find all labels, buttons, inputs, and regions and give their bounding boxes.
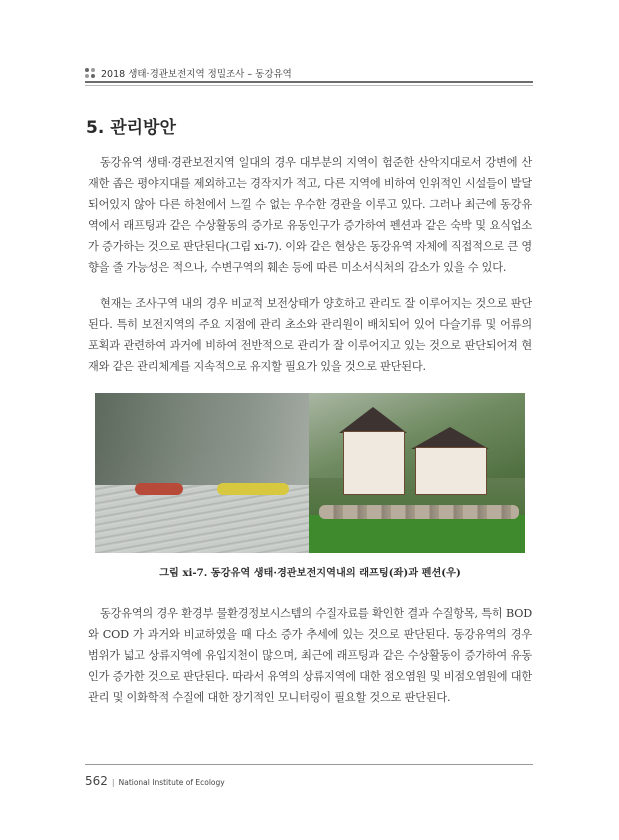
paragraph-2: 현재는 조사구역 내의 경우 비교적 보전상태가 양호하고 관리도 잘 이루어지는 것으로 판단된다. 특히 보전지역의 주요 지점에 관리 초소와 관리원이 배치되어 있어 다슬기류 및 어류의 포획과 관련하여 과거에 비하여 전반적으로 관리가 잘 이루어지고 있는 것으로 판단되어져 현재와 같은 관리체계를 지속적으로 유지할 필요가 있을 것으로 판단된다. [88,297,532,373]
paragraph-3: 동강유역의 경우 환경부 물환경정보시스템의 수질자료를 확인한 결과 수질항목, 특히 BOD 와 COD 가 과거와 비교하였을 때 다소 증가 추세에 있는 것으로 판단된다. 동강유역의 경우 범위가 넓고 상류지역에 유입지천이 많으며, 최근에 래프팅과 같은 수상활동이 증가하여 유동인가 증가한 것으로 판단된다. 따라서 유역의 상류지역에 대한 점오염원 및 비점오염원에 대한 관리 및 이화학적 수질에 대한 장기적인 모니터링이 필요할 것으로 판단된다. [88,607,532,704]
page-footer [85,774,225,788]
header-rule-thin [85,85,533,86]
header-dots-icon [85,68,95,78]
figure-photos [95,393,525,553]
organization-name: National Institute of Ecology [118,778,225,787]
pension-photo [309,393,525,553]
footer-rule [85,764,533,765]
cliff-shape [95,393,309,488]
page-number: 562 [85,774,108,788]
pension-building-left [343,431,405,495]
footer-separator: | [111,778,115,787]
section-title: 5. 관리방안 [86,118,176,138]
roof-left [339,407,407,433]
lawn [309,515,525,553]
paragraph-1: 동강유역 생태·경관보전지역 일대의 경우 대부분의 지역이 험준한 산악지대로서 강변에 산재한 좁은 평야지대를 제외하고는 경작지가 적고, 다른 지역에 비하여 인위적인 시설들이 발달되어있지 않아 다른 하천에서 느낄 수 없는 우수한 경관을 이루고 있다. 그러나 최근에 동강유역에서 래프팅과 같은 수상활동의 증가로 유동인구가 증가하여 펜션과 같은 숙박 및 요식업소가 증가하는 것으로 판단된다(그림 xi-7). 이와 같은 현상은 동강유역 자체에 직접적으로 큰 영향을 줄 가능성은 적으나, 수변구역의 훼손 등에 따른 미소서식처의 감소가 있을 수 있다. [88,156,532,274]
rock-border [319,505,519,519]
raft-yellow [217,483,289,495]
rafting-photo [95,393,309,553]
river-water [95,485,309,553]
roof-right [411,427,489,449]
header-rule [85,81,533,83]
raft-red [135,483,183,495]
running-header [85,66,533,80]
figure-caption: 그림 xi-7. 동강유역 생태·경관보전지역내의 래프팅(좌)과 펜션(우) [159,567,461,579]
pension-building-right [415,447,487,495]
running-title: 2018 생태·경관보전지역 정밀조사 – 동강유역 [101,69,292,80]
